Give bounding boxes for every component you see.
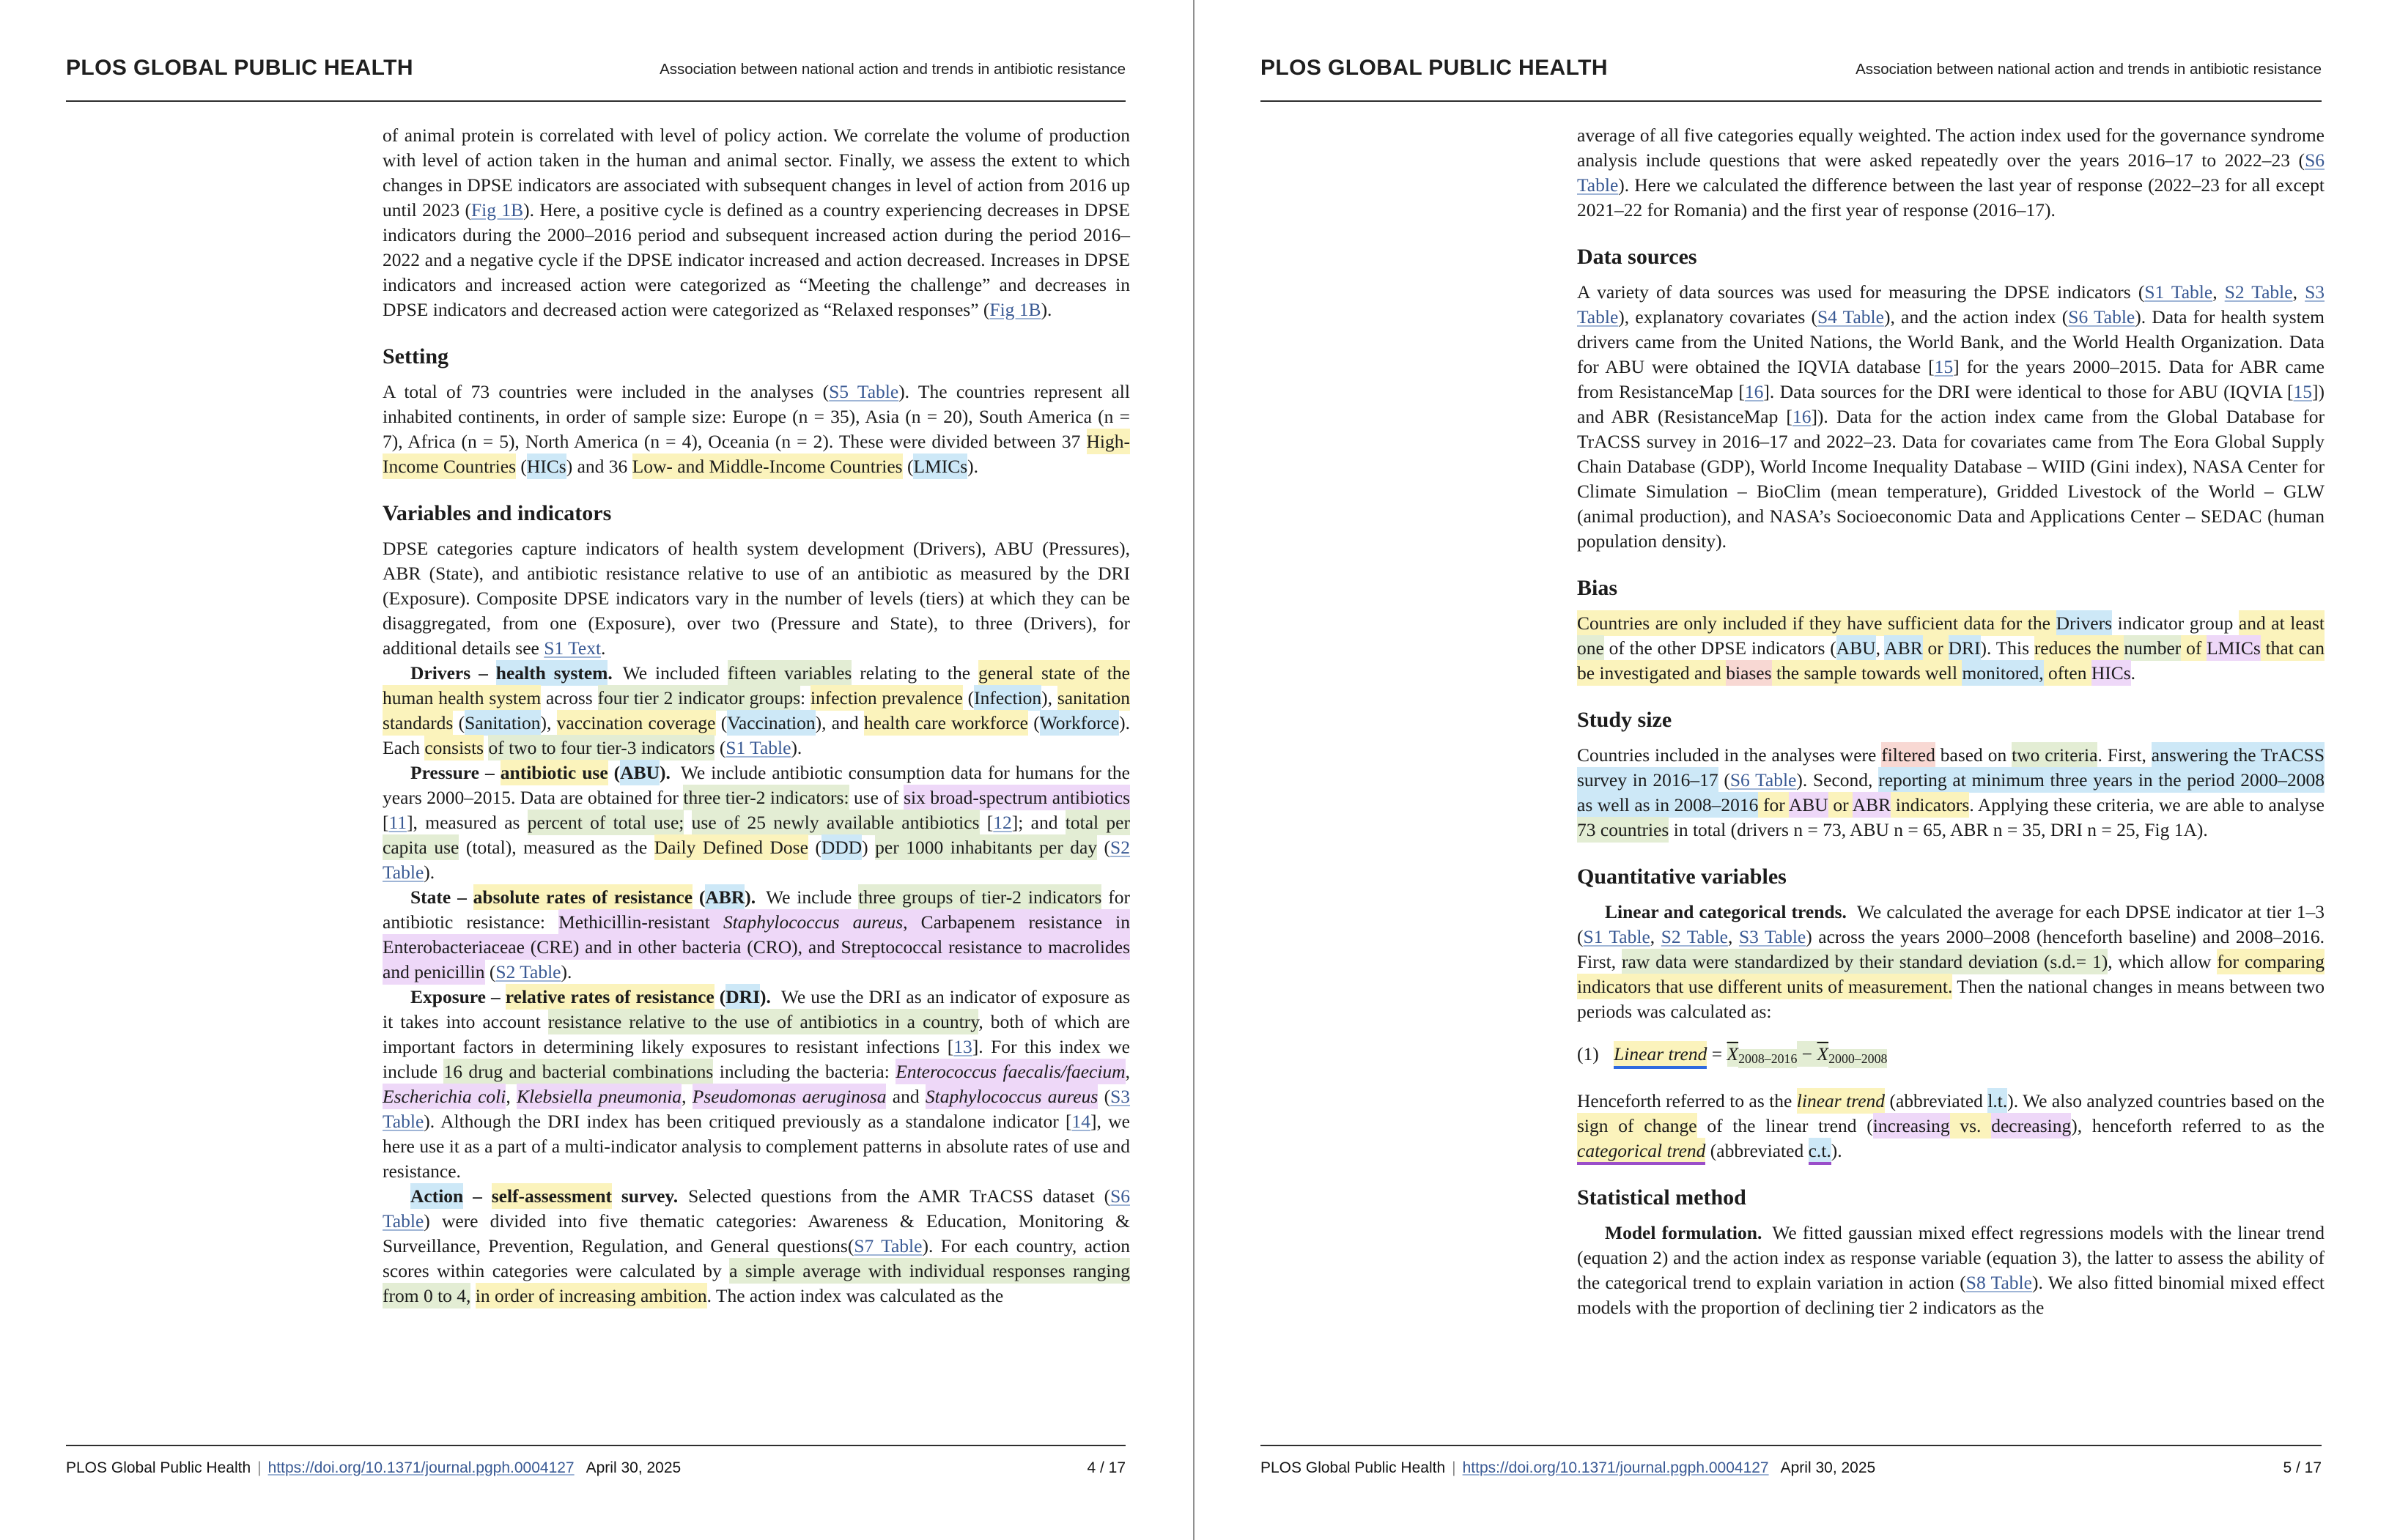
text-segment: ]) and ABR (ResistanceMap [ bbox=[1577, 381, 2325, 427]
text-segment: that can be investigated and bbox=[1577, 635, 2325, 686]
text-segment: ). bbox=[660, 762, 671, 783]
text-segment: two criteria bbox=[2012, 742, 2097, 768]
text-segment: . Applying these criteria, we are able to analyse bbox=[1969, 794, 2325, 815]
text-segment: ), explanatory covariates ( bbox=[1618, 306, 1817, 327]
paragraph bbox=[1577, 1221, 2325, 1320]
text-segment: , bbox=[1125, 1061, 1130, 1082]
footer-separator: | bbox=[257, 1459, 262, 1476]
text-segment: use of bbox=[849, 787, 904, 808]
paragraph bbox=[383, 985, 1130, 1184]
ref-link[interactable]: S2 Table bbox=[2224, 281, 2293, 303]
text-segment: Escherichia coli bbox=[383, 1084, 506, 1109]
text-segment: (1) bbox=[1577, 1043, 1604, 1065]
paragraph bbox=[1577, 611, 2325, 686]
text-segment: ). bbox=[1831, 1140, 1842, 1162]
text-segment: linear trend bbox=[1797, 1088, 1885, 1114]
text-segment: ], measured as bbox=[407, 812, 528, 833]
ref-link[interactable]: S7 Table bbox=[854, 1235, 923, 1256]
running-title: Association between national action and trends in antibiotic resistance bbox=[1856, 61, 2322, 78]
ref-link[interactable]: 16 bbox=[1744, 381, 1764, 402]
paragraph bbox=[383, 380, 1130, 479]
text-segment: , bbox=[2292, 281, 2305, 303]
section-heading: Setting bbox=[383, 344, 448, 369]
text-segment: (total), measured as the bbox=[459, 837, 654, 858]
ref-link[interactable]: S6 Table bbox=[1577, 149, 2325, 196]
text-segment: vs. bbox=[1950, 1113, 1992, 1139]
text-segment: ) and 36 bbox=[566, 456, 632, 477]
text-segment: 16 drug and bacterial combinations bbox=[443, 1059, 713, 1084]
paragraph bbox=[383, 536, 1130, 661]
text-segment: ABU bbox=[1836, 635, 1876, 661]
text-segment: . bbox=[608, 662, 613, 684]
text-segment: self-assessment bbox=[492, 1183, 612, 1209]
text-segment: We fitted gaussian mixed effect regressions models with the linear trend (equation 2) and the action index as response variable (equation 3), the latter to assess the ability of the categorical trend to explain variation in action ( bbox=[1577, 1222, 2325, 1294]
text-segment: infection prevalence bbox=[811, 685, 963, 711]
text-segment: ). bbox=[561, 961, 572, 982]
text-segment: ). For each country, action scores within categories were calculated by bbox=[383, 1235, 1130, 1281]
text-segment: of the other DPSE indicators ( bbox=[1603, 637, 1836, 659]
footer-citation bbox=[66, 1459, 681, 1477]
text-segment: ABR bbox=[1884, 635, 1922, 661]
text-segment: for comparing indicators that use different units of measurement. bbox=[1577, 949, 2325, 999]
ref-link[interactable]: S1 Table bbox=[725, 737, 791, 758]
journal-brand: PLOS GLOBAL PUBLIC HEALTH bbox=[66, 56, 413, 80]
paragraph bbox=[383, 123, 1130, 322]
text-segment: consists bbox=[424, 735, 484, 760]
text-segment: in total (drivers n = 73, ABU n = 65, ABR n = 35, DRI n = 25, Fig 1A). bbox=[1669, 819, 2208, 840]
text-segment: . First, bbox=[2097, 744, 2152, 766]
text-segment: antibiotic use bbox=[501, 760, 608, 785]
text-segment: We included bbox=[622, 662, 728, 684]
text-segment: vaccination coverage bbox=[557, 710, 716, 736]
text-segment: ). bbox=[791, 737, 802, 758]
ref-link[interactable]: Fig 1B bbox=[470, 199, 524, 221]
text-segment: ) across the years 2000–2008 (henceforth baseline) and 2008–2016. First, bbox=[1577, 926, 2325, 972]
text-segment: : bbox=[800, 687, 811, 708]
text-segment: ( bbox=[714, 986, 726, 1007]
text-segment: of bbox=[2181, 635, 2207, 661]
text-segment: of animal protein is correlated with level of policy action. We correlate the volume of production with level of action taken in the human and animal sector. Finally, we assess the extent to which changes in DPSE indicators are associated with subsequent changes in level of action from 2016 up until 2023 ( bbox=[383, 125, 1130, 221]
text-segment: , bbox=[1875, 637, 1885, 659]
text-segment: , Carbapenem resistance in Enterobacteriaceae (CRE) and in other bacteria (CRO), and Streptococcal resistance to macrolides and penicillin bbox=[383, 909, 1130, 985]
text-segment: State – bbox=[410, 886, 473, 908]
text-segment: ), and bbox=[815, 712, 864, 733]
text-segment: including the bacteria: bbox=[713, 1061, 896, 1082]
text-segment: , bbox=[682, 1086, 693, 1107]
text-segment: or bbox=[1923, 635, 1949, 661]
text-segment: ( bbox=[902, 456, 914, 477]
text-segment: ( bbox=[1718, 769, 1730, 791]
ref-link[interactable]: S2 Table bbox=[383, 837, 1130, 883]
text-segment: reduces the bbox=[2034, 635, 2124, 661]
text-segment: Drivers bbox=[2056, 610, 2112, 636]
text-segment: ), henceforth referred to as the bbox=[2071, 1115, 2325, 1137]
text-segment: ]. Data sources for the DRI were identical to those for ABU (IQVIA [ bbox=[1763, 381, 2294, 402]
text-segment: We calculated the average for each DPSE indicator at tier 1–3 ( bbox=[1577, 901, 2325, 947]
text-segment: relative rates of resistance bbox=[506, 984, 715, 1010]
doi-link[interactable]: https://doi.org/10.1371/journal.pgph.0004127 bbox=[1462, 1459, 1769, 1476]
footer-date: April 30, 2025 bbox=[1780, 1459, 1876, 1476]
text-segment: ). We also analyzed countries based on the bbox=[2007, 1090, 2325, 1112]
text-segment: DDD bbox=[821, 834, 862, 860]
text-segment: Methicillin-resistant bbox=[558, 909, 723, 935]
header-rule bbox=[1260, 100, 2322, 102]
text-segment: health care workforce bbox=[864, 710, 1028, 736]
text-segment: fifteen variables bbox=[728, 660, 852, 686]
text-segment: the sample towards well bbox=[1772, 660, 1962, 686]
paragraph bbox=[1577, 743, 2325, 843]
equation bbox=[1577, 1042, 2325, 1071]
text-segment: ABR bbox=[705, 884, 745, 910]
text-segment: (abbreviated bbox=[1885, 1090, 1988, 1112]
text-segment: ABU bbox=[620, 760, 660, 785]
ref-link[interactable]: S6 Table bbox=[1729, 769, 1797, 791]
footer-rule bbox=[66, 1445, 1126, 1446]
text-segment: biases bbox=[1726, 660, 1771, 686]
text-segment: average of all five categories equally weighted. The action index used for the governance syndrome analysis include questions that were asked repeatedly over the years 2016–17 to 2022–23 ( bbox=[1577, 125, 2325, 171]
page-left bbox=[0, 0, 1194, 1540]
text-segment: ] for the years 2000–2015. Data for ABR came from ResistanceMap [ bbox=[1577, 356, 2325, 402]
text-segment: Staphylococcus aureus bbox=[926, 1084, 1098, 1109]
text-segment: . bbox=[601, 637, 606, 659]
text-segment: four tier 2 indicator groups bbox=[598, 685, 801, 711]
text-segment: survey. bbox=[612, 1185, 679, 1207]
text-segment: ], we here use it as a part of a multi-indicator analysis to complement patterns in absolute rates of use and resistance. bbox=[383, 1111, 1130, 1182]
text-segment: ABU bbox=[1789, 792, 1828, 818]
text-segment: ). bbox=[1041, 299, 1052, 320]
ref-link[interactable]: S5 Table bbox=[829, 381, 899, 402]
text-segment: and at least bbox=[2239, 610, 2325, 636]
text-segment: . The action index was calculated as the bbox=[706, 1285, 1004, 1306]
text-segment: − bbox=[1797, 1041, 1817, 1067]
text-segment: ), bbox=[540, 712, 557, 733]
text-segment: use of 25 newly available antibiotics bbox=[692, 810, 980, 835]
ref-link[interactable]: S2 Table bbox=[1661, 926, 1729, 947]
ref-link[interactable]: 11 bbox=[388, 812, 407, 833]
text-segment: filtered bbox=[1881, 742, 1935, 768]
text-segment: ). The countries represent all inhabited continents, in order of sample size: Europe (n = 35), Asia (n = 20), South America (n = 7), Africa (n = 5), North America (n = 4), Oceania (n = 2). These were divided between 37 bbox=[383, 381, 1130, 452]
text-segment: raw data were standardized by their standard deviation (s.d.= 1) bbox=[1622, 949, 2108, 974]
text-segment: ( bbox=[1097, 837, 1111, 858]
text-segment: DRI bbox=[725, 984, 760, 1010]
text-segment: monitored, bbox=[1962, 660, 2043, 686]
text-segment: [ bbox=[383, 812, 389, 833]
text-segment bbox=[684, 812, 691, 833]
text-segment: Countries are only included if they have sufficient data for the bbox=[1577, 610, 2056, 636]
text-segment: ). bbox=[424, 862, 435, 883]
text-segment: We include antibiotic consumption data for humans for the years 2000–2015. Data are obtained for bbox=[383, 762, 1130, 808]
text-segment: sign of change bbox=[1577, 1113, 1697, 1139]
text-segment: HICs bbox=[2091, 660, 2131, 686]
text-segment: for bbox=[1758, 792, 1789, 818]
text-segment: absolute rates of resistance bbox=[473, 884, 693, 910]
text-segment: Low- and Middle-Income Countries bbox=[632, 454, 903, 479]
ref-link[interactable]: S6 Table bbox=[383, 1185, 1130, 1232]
text-segment: ( bbox=[516, 456, 527, 477]
running-title: Association between national action and trends in antibiotic resistance bbox=[660, 61, 1126, 78]
text-column-left bbox=[383, 123, 1130, 1308]
text-segment: DPSE categories capture indicators of health system development (Drivers), ABU (Pressures), ABR (State), and antibiotic resistance relative to use of an antibiotic as measured by the DRI (Exposure). Composite DPSE indicators vary in the number of levels (tiers) at which they can be disaggregated, from one (Exposure), over two (Pressure and State), to three (Drivers), for additional details see bbox=[383, 538, 1130, 659]
paragraph bbox=[1577, 280, 2325, 554]
paragraph bbox=[1577, 123, 2325, 223]
ref-link[interactable]: 12 bbox=[993, 812, 1012, 833]
page-right bbox=[1194, 0, 2389, 1540]
text-segment: Model formulation. bbox=[1605, 1222, 1762, 1244]
section-heading: Bias bbox=[1577, 576, 1618, 600]
text-segment: ). Data for health system drivers came from the United Nations, the World Bank, and the World Health Organization. Data for ABU were obtained the IQVIA database [ bbox=[1577, 306, 2325, 377]
text-segment: Action bbox=[410, 1183, 463, 1209]
text-segment: , which allow bbox=[2108, 951, 2218, 972]
text-segment: of the linear trend ( bbox=[1696, 1115, 1873, 1137]
section-heading: Quantitative variables bbox=[1577, 865, 1787, 889]
section-heading: Study size bbox=[1577, 708, 1672, 732]
text-segment: , bbox=[506, 1086, 517, 1107]
paragraph bbox=[1577, 900, 2325, 1024]
text-segment: ). We also fitted binomial mixed effect models with the proportion of declining tier 2 indicators as the bbox=[1577, 1272, 2325, 1319]
footer-journal-name: PLOS Global Public Health bbox=[66, 1459, 251, 1476]
text-segment: often bbox=[2044, 660, 2091, 686]
ref-link[interactable]: S3 Table bbox=[383, 1086, 1131, 1132]
text-segment: 73 countries bbox=[1577, 817, 1669, 843]
footer-citation bbox=[1260, 1459, 1875, 1477]
text-segment: , bbox=[2212, 281, 2225, 303]
text-segment: ( bbox=[1028, 712, 1040, 733]
text-segment: Sanitation bbox=[465, 710, 540, 736]
text-segment: health system bbox=[496, 660, 608, 686]
footer-journal-name: PLOS Global Public Health bbox=[1260, 1459, 1446, 1476]
ref-link[interactable]: 14 bbox=[1071, 1111, 1091, 1132]
ref-link[interactable]: 16 bbox=[1792, 406, 1812, 427]
paragraph bbox=[383, 1184, 1130, 1308]
text-segment: HICs bbox=[527, 454, 566, 479]
text-segment: LMICs bbox=[2207, 635, 2261, 661]
text-segment: = bbox=[1707, 1043, 1727, 1065]
text-segment: Staphylococcus aureus bbox=[723, 909, 903, 935]
text-segment: ( bbox=[1098, 1086, 1111, 1107]
text-segment: ( bbox=[715, 712, 728, 733]
text-segment: , both of which are important factors in determining likely exposures to resistant infections [ bbox=[383, 1011, 1131, 1057]
text-segment: Daily Defined Dose bbox=[654, 834, 808, 860]
ref-link[interactable]: 15 bbox=[1934, 356, 1954, 377]
text-segment: ) bbox=[862, 837, 876, 858]
text-segment: ]. For this index we include bbox=[383, 1036, 1130, 1082]
ref-link[interactable]: S1 Table bbox=[2144, 281, 2213, 303]
text-segment: for antibiotic resistance: bbox=[383, 886, 1130, 933]
text-segment: Infection bbox=[974, 685, 1041, 711]
text-segment: general state of the human health system bbox=[383, 660, 1130, 711]
text-segment: A total of 73 countries were included in the analyses ( bbox=[383, 381, 830, 402]
text-segment: one bbox=[1577, 635, 1604, 661]
text-segment: High-Income Countries bbox=[383, 429, 1130, 479]
footer-date: April 30, 2025 bbox=[586, 1459, 682, 1476]
footer-rule bbox=[1260, 1445, 2322, 1446]
text-segment: ]). Data for the action index came from the Global Database for TrACSS survey in 2016–17 and 2022–23. Data for covariates came from The Eora Global Supply Chain Database (GDP), World Income Inequality Database – WIID (Gini index), NASA Center for Climate Simulation – BioClim (mean temperature), Gridded Livestock of the World – GLW (animal production), and NASA’s Socioeconomic Data and Applications Center – SEDAC (human population density). bbox=[1577, 406, 2325, 552]
text-segment: Pressure – bbox=[410, 762, 501, 783]
text-segment: DRI bbox=[1949, 635, 1981, 661]
text-segment: ). Here, a positive cycle is defined as a country experiencing decreases in DPSE indicators during the 2000–2016 period and subsequent increased action during the period 2016–2022 and a negative cycle if the DPSE indicator increased and action decreased. Increases in DPSE indicators and increased action were categorized as “Meeting the challenge” and decreases in DPSE indicators and decreased action were categorized as “Relaxed responses” ( bbox=[383, 199, 1130, 320]
page-footer bbox=[66, 1459, 1126, 1477]
text-segment: reporting at minimum three years in the period 2000–2008 as well as in 2008–2016 bbox=[1577, 767, 2325, 818]
text-segment: Pseudomonas aeruginosa bbox=[693, 1084, 887, 1109]
page-footer bbox=[1260, 1459, 2322, 1477]
ref-link[interactable]: S1 Table bbox=[1583, 926, 1650, 947]
text-segment: A variety of data sources was used for measuring the DPSE indicators ( bbox=[1577, 281, 2145, 303]
text-segment: categorical trend bbox=[1577, 1138, 1705, 1165]
text-segment: indicator group bbox=[2112, 612, 2239, 634]
text-segment: ( bbox=[962, 687, 975, 708]
text-segment: ( bbox=[715, 737, 726, 758]
text-segment: $\overline{X}$ bbox=[1727, 1041, 1739, 1067]
text-segment: ( bbox=[453, 712, 465, 733]
text-segment: [ bbox=[979, 812, 994, 833]
text-segment: Selected questions from the AMR TrACSS dataset ( bbox=[688, 1185, 1111, 1207]
text-segment: ( bbox=[693, 886, 706, 908]
ref-link[interactable]: 15 bbox=[2293, 381, 2313, 402]
journal-brand: PLOS GLOBAL PUBLIC HEALTH bbox=[1260, 56, 1608, 80]
text-segment: ). bbox=[745, 886, 756, 908]
text-segment: sanitation standards bbox=[383, 685, 1130, 736]
text-segment: indicators bbox=[1891, 792, 1969, 818]
ref-link[interactable]: S8 Table bbox=[1965, 1272, 2032, 1294]
text-segment: l.t. bbox=[1987, 1088, 2007, 1114]
text-segment: ( bbox=[608, 762, 621, 783]
text-segment: in order of increasing ambition bbox=[476, 1283, 707, 1308]
text-segment: $\overline{X}$ bbox=[1817, 1041, 1829, 1067]
footer-separator: | bbox=[1452, 1459, 1456, 1476]
text-segment: a simple average with individual responses ranging from 0 to 4, bbox=[383, 1258, 1130, 1308]
text-segment: Vaccination bbox=[727, 710, 815, 736]
page-number: 4 / 17 bbox=[1087, 1459, 1126, 1476]
text-segment: ). Second, bbox=[1796, 769, 1879, 791]
text-segment: c.t. bbox=[1809, 1138, 1831, 1165]
text-segment: resistance relative to the use of antibiotics in a country bbox=[548, 1009, 978, 1034]
text-segment: increasing bbox=[1873, 1113, 1950, 1139]
text-segment: ( bbox=[808, 837, 821, 858]
ref-link[interactable]: Fig 1B bbox=[989, 299, 1041, 320]
text-segment: ) were divided into five thematic categories: Awareness & Education, Monitoring & Surveillance, Prevention, Regulation, and General questions( bbox=[383, 1210, 1130, 1256]
text-segment: We use the DRI as an indicator of exposure as it takes into account bbox=[383, 986, 1130, 1032]
ref-link[interactable]: S2 Table bbox=[495, 961, 561, 982]
text-segment: Henceforth referred to as the bbox=[1577, 1090, 1797, 1112]
ref-link[interactable]: S3 Table bbox=[1738, 926, 1806, 947]
header-rule bbox=[66, 100, 1126, 102]
text-segment: ( bbox=[484, 961, 496, 982]
text-segment: – bbox=[463, 1185, 492, 1207]
text-segment: three groups of tier-2 indicators bbox=[858, 884, 1101, 910]
text-segment: LMICs bbox=[913, 454, 967, 479]
text-segment: . bbox=[2130, 662, 2136, 684]
text-segment: We include bbox=[766, 886, 859, 908]
text-segment: six broad-spectrum antibiotics bbox=[904, 785, 1130, 810]
text-segment: ). Each bbox=[383, 712, 1131, 758]
text-segment: across bbox=[541, 687, 598, 708]
text-segment: Drivers – bbox=[410, 662, 496, 684]
text-segment: Countries included in the analyses were bbox=[1577, 744, 1882, 766]
text-segment: ). bbox=[967, 456, 979, 477]
text-segment: ). Here we calculated the difference between the last year of response (2022–23 for all except 2021–22 for Romania) and the first year of response (2016–17). bbox=[1577, 174, 2325, 221]
text-segment: (abbreviated bbox=[1705, 1140, 1809, 1162]
text-segment: ), and the action index ( bbox=[1883, 306, 2069, 327]
paragraph bbox=[383, 661, 1130, 760]
page-header bbox=[66, 56, 1126, 81]
text-segment: three tier-2 indicators: bbox=[683, 785, 849, 810]
text-segment: Workforce bbox=[1040, 710, 1119, 736]
paragraph bbox=[383, 760, 1130, 885]
ref-link[interactable]: S3 Table bbox=[1577, 281, 2325, 327]
text-segment: ]; and bbox=[1011, 812, 1066, 833]
text-segment: Linear and categorical trends. bbox=[1605, 901, 1847, 922]
page-number: 5 / 17 bbox=[2283, 1459, 2322, 1476]
text-segment: answering the TrACSS survey in 2016–17 bbox=[1577, 742, 2325, 793]
ref-link[interactable]: S4 Table bbox=[1817, 306, 1884, 327]
text-segment: number bbox=[2124, 635, 2181, 661]
text-segment: or bbox=[1828, 792, 1853, 818]
text-segment: , bbox=[1728, 926, 1739, 947]
text-segment: and bbox=[886, 1086, 926, 1107]
text-column-right bbox=[1577, 123, 2325, 1320]
section-heading: Variables and indicators bbox=[383, 501, 612, 525]
text-segment: ). This bbox=[1980, 637, 2034, 659]
paragraph bbox=[1577, 1089, 2325, 1163]
page-header bbox=[1260, 56, 2322, 81]
text-segment: 2008–2016 bbox=[1738, 1049, 1797, 1068]
text-segment: relating to the bbox=[852, 662, 978, 684]
paragraph bbox=[383, 885, 1130, 985]
text-segment: Enterococcus faecalis/faecium bbox=[896, 1059, 1125, 1084]
text-segment: of two to four tier-3 indicators bbox=[488, 735, 715, 760]
ref-link[interactable]: 13 bbox=[953, 1036, 972, 1057]
text-segment: per 1000 inhabitants per day bbox=[875, 834, 1097, 860]
text-segment: Linear trend bbox=[1614, 1041, 1707, 1069]
text-segment: ). bbox=[760, 986, 771, 1007]
text-segment: 2000–2008 bbox=[1828, 1049, 1887, 1068]
section-heading: Data sources bbox=[1577, 245, 1697, 269]
text-segment: Exposure – bbox=[410, 986, 506, 1007]
text-segment: ABR bbox=[1853, 792, 1891, 818]
text-segment: percent of total use; bbox=[528, 810, 684, 835]
text-segment: Klebsiella pneumonia bbox=[517, 1084, 682, 1109]
text-segment: decreasing bbox=[1991, 1113, 2071, 1139]
text-segment bbox=[470, 1285, 475, 1306]
ref-link[interactable]: S6 Table bbox=[2068, 306, 2135, 327]
text-segment: based on bbox=[1935, 744, 2012, 766]
text-segment: ). Although the DRI index has been critiqued previously as a standalone indicator [ bbox=[424, 1111, 1072, 1132]
text-segment: ), bbox=[1041, 687, 1057, 708]
ref-link[interactable]: S1 Text bbox=[544, 637, 602, 659]
text-segment: Then the national changes in means between two periods was calculated as: bbox=[1577, 976, 2325, 1022]
doi-link[interactable]: https://doi.org/10.1371/journal.pgph.0004127 bbox=[267, 1459, 575, 1476]
text-segment: total per capita use bbox=[383, 810, 1130, 860]
section-heading: Statistical method bbox=[1577, 1185, 1746, 1210]
text-segment: , bbox=[1650, 926, 1661, 947]
